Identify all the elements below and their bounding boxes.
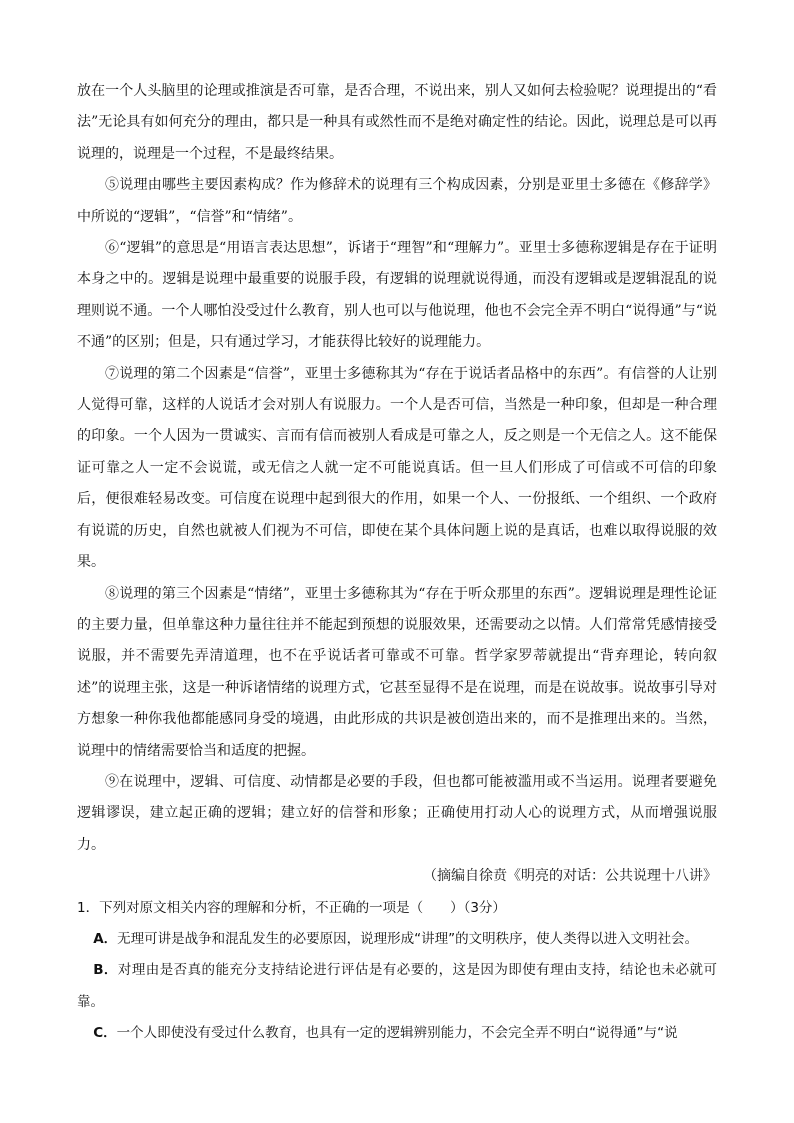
option-text: 一个人即使没有受过什么教育，也具有一定的逻辑辨别能力，不会完全弄不明白“说得通”与“说	[116, 1025, 678, 1042]
option-text: 无理可讲是战争和混乱发生的必要原因，说理形成“讲理”的文明秩序，使人类得以进入文明社会。	[117, 930, 699, 947]
option-letter: C．	[93, 1025, 117, 1042]
paragraph-8: ⑧说理的第三个因素是“情绪”，亚里士多德称其为“存在于听众那里的东西”。逻辑说理是理性论证的主要力量，但单靠这种力量往往并不能起到预想的说服效果，还需要动之以情。人们常常凭感情接受说服，并不需要先弄清道理，也不在乎说话者可靠或不可靠。哲学家罗蒂就提出“背弃理论，转向叙述”的说理主张，这是一种诉诸情绪的说理方式，它甚至显得不是在说理，而是在说故事。说故事引导对方想象一种你我他都能感同身受的境遇，由此形成的共识是被创造出来的，而不是推理出来的。当然，说理中的情绪需要恰当和适度的把握。	[77, 585, 717, 759]
question-stem: 1．下列对原文相关内容的理解和分析，不正确的一项是（ ）（3分）	[77, 899, 506, 916]
content-area	[77, 76, 717, 1050]
paragraph-6: ⑥“逻辑”的意思是“用语言表达思想”，诉诸于“理智”和“理解力”。亚里士多德称逻辑是存在于证明本身之中的。逻辑是说理中最重要的说服手段，有逻辑的说理就说得通，而没有逻辑或是逻辑混乱的说理则说不通。一个人哪怕没受过什么教育，别人也可以与他说理，他也不会完全弄不明白“说得通”与“说不通”的区别；但是，只有通过学习，才能获得比较好的说理能力。	[77, 240, 717, 351]
option-letter: A．	[93, 930, 118, 947]
option-text: 对理由是否真的能充分支持结论进行评估是有必要的，这是因为即使有理由支持，结论也未必就可靠。	[77, 962, 718, 1010]
question-1	[77, 893, 717, 1050]
option-a[interactable]	[77, 924, 717, 955]
paragraph-7: ⑦说理的第二个因素是“信誉”，亚里士多德称其为“存在于说话者品格中的东西”。有信誉的人让别人觉得可靠，这样的人说话才会对别人有说服力。一个人是否可信，当然是一种印象，但却是一种合理的印象。一个人因为一贯诚实、言而有信而被别人看成是可靠之人，反之则是一个无信之人。这不能保证可靠之人一定不会说谎，或无信之人就一定不可能说真话。但一旦人们形成了可信或不可信的印象后，便很难轻易改变。可信度在说理中起到很大的作用，如果一个人、一份报纸、一个组织、一个政府有说谎的历史，自然也就被人们视为不可信，即使在某个具体问题上说的是真话，也难以取得说服的效果。	[77, 365, 717, 571]
paragraph-5: ⑤说理由哪些主要因素构成？作为修辞术的说理有三个构成因素，分别是亚里士多德在《修辞学》中所说的“逻辑”，“信誉”和“情绪”。	[77, 177, 717, 225]
option-c[interactable]	[77, 1018, 717, 1049]
source-citation: （摘编自徐贲《明亮的对话：公共说理十八讲》	[423, 868, 717, 885]
option-b[interactable]	[77, 955, 717, 1018]
paragraph-9: ⑨在说理中，逻辑、可信度、动情都是必要的手段，但也都可能被滥用或不当运用。说理者要避免逻辑谬误，建立起正确的逻辑；建立好的信誉和形象；正确使用打动人心的说理方式，从而增强说服力。	[77, 773, 717, 853]
paragraph-continued: 放在一个人头脑里的论理或推演是否可靠，是否合理，不说出来，别人又如何去检验呢？说理提出的“看法”无论具有如何充分的理由，都只是一种具有或然性而不是绝对确定性的结论。因此，说理总是可以再说理的，说理是一个过程，不是最终结果。	[77, 83, 717, 162]
option-letter: B．	[93, 962, 118, 979]
